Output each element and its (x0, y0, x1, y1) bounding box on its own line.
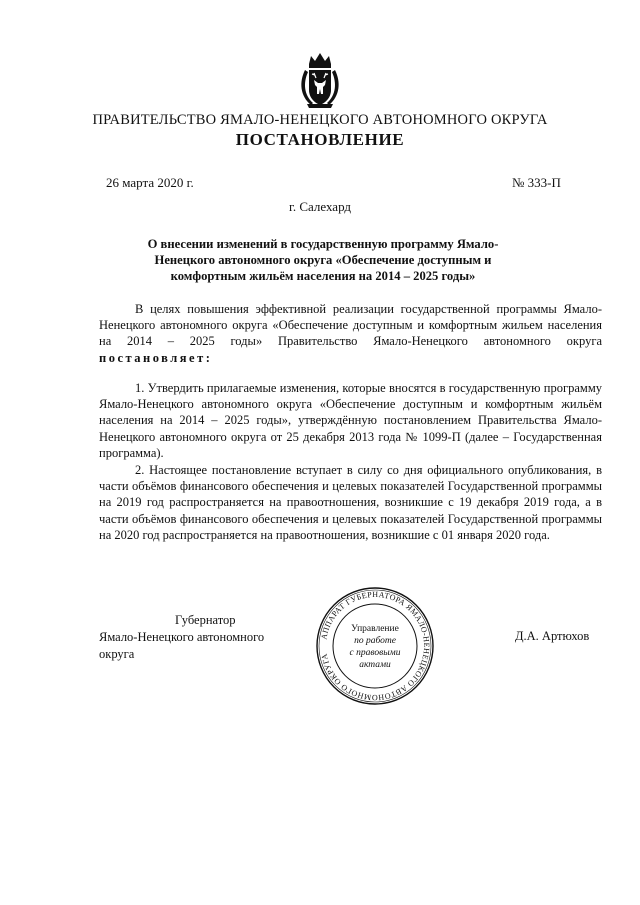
stamp-ring-text: АППАРАТ ГУБЕРНАТОРА ЯМАЛО-НЕНЕЦКОГО АВТОНОМНОГО ОКРУГА (319, 589, 432, 703)
yamal-coat-of-arms-icon (297, 50, 343, 110)
document-type: ПОСТАНОВЛЕНИЕ (235, 130, 405, 149)
document-number: № 333-П (512, 175, 561, 190)
item-2-text: 2. Настоящее постановление вступает в силу со дня официального опубликования, в части объёмов финансового обеспечения и целевых показателей Государственной программы на 2019 год распространяется на правоотношения, возникшие с 19 декабря 2019 года, а в части объёмов финансового обеспечения и целевых показателей Государственной программы на 2020 год распространяется на правоотношения, возникшие с 01 января 2020 года. (99, 463, 602, 542)
document-city: г. Салехард (288, 199, 352, 214)
stamp-line1: Управление (351, 624, 399, 634)
stamp-line2: по работе (354, 636, 396, 646)
official-stamp (314, 585, 436, 707)
stamp-line3: с правовыми (349, 648, 401, 658)
document-title: О внесении изменений в государственную программу Ямало-Ненецкого автономного округа «Обеспечение доступным и комфортным жильём населения на 2014 – 2025 годы» (147, 237, 499, 283)
item-1-text: 1. Утвердить прилагаемые изменения, которые вносятся в государственную программу Ямало-Ненецкого автономного округа «Обеспечение доступным и комфортным жильём населения на 2014 – 2025 годы», утверждённую постановлением Правительства Ямало-Ненецкого автономного округа от 25 декабря 2013 года № 1099-П (далее – Государственная программа). (99, 381, 602, 460)
stamp-line4: актами (359, 660, 391, 670)
item-2-paragraph (99, 462, 602, 543)
intro-paragraph (99, 301, 602, 366)
signatory-name: Д.А. Артюхов (515, 629, 590, 643)
intro-text: В целях повышения эффективной реализации государственной программы Ямало-Ненецкого автономного округа «Обеспечение доступным и комфортным жильем населения на 2014 – 2025 годы» Правительство Ямало-Ненецкого автономного округа (99, 302, 602, 349)
decree-word: постановляет: (99, 350, 213, 365)
signatory-title-line2: Ямало-Ненецкого автономного округа (99, 630, 265, 661)
document-date: 26 марта 2020 г. (106, 175, 194, 190)
signatory-title (99, 612, 299, 663)
item-1-paragraph (99, 380, 602, 461)
signatory-title-line1: Губернатор (175, 613, 236, 627)
government-name: ПРАВИТЕЛЬСТВО ЯМАЛО-НЕНЕЦКОГО АВТОНОМНОГО ОКРУГА (92, 112, 548, 128)
